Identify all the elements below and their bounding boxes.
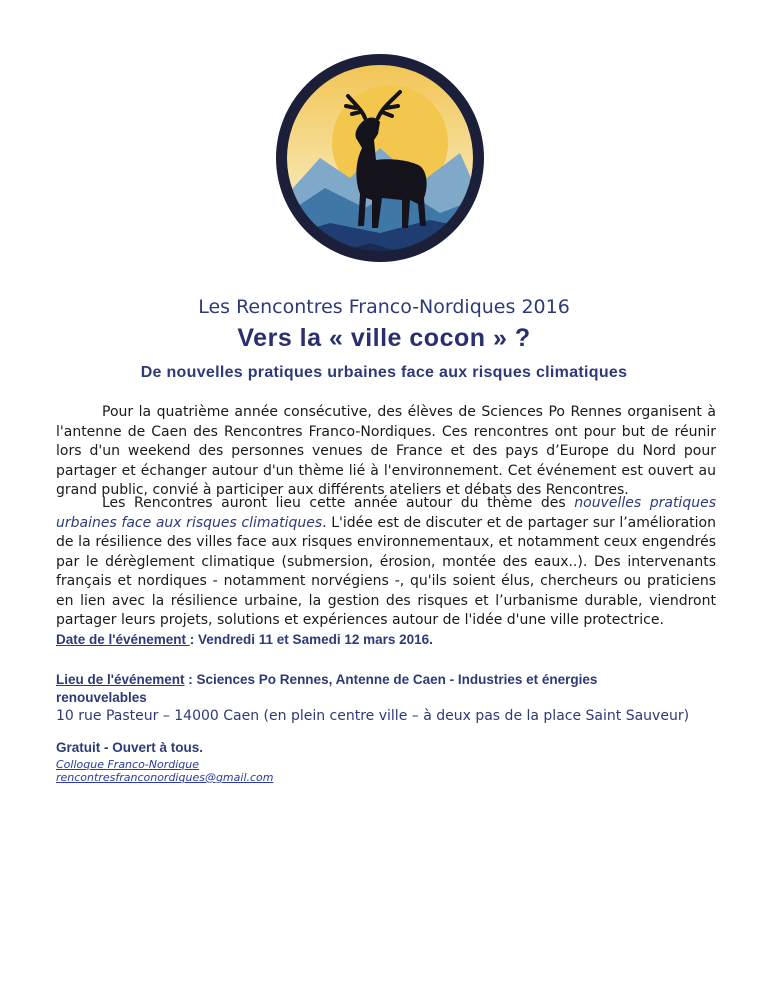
- location-value-2: renouvelables: [56, 690, 147, 705]
- location-label: Lieu de l'événement: [56, 672, 185, 687]
- page-subtitle: De nouvelles pratiques urbaines face aux risques climatiques: [140, 364, 628, 381]
- event-address: 10 rue Pasteur – 14000 Caen (en plein centre ville – à deux pas de la place Saint Sauveur): [56, 708, 690, 724]
- event-kicker: Les Rencontres Franco-Nordiques 2016: [198, 296, 570, 318]
- event-date: [56, 632, 736, 647]
- event-location: [56, 672, 736, 687]
- date-label: Date de l'événement: [56, 632, 190, 647]
- date-value: : Vendredi 11 et Samedi 12 mars 2016.: [189, 632, 433, 647]
- theme-paragraph-start: Les Rencontres auront lieu cette année autour du thème des: [102, 495, 575, 511]
- page-title: Vers la « ville cocon » ?: [237, 324, 531, 352]
- email-link[interactable]: rencontresfranconordiques@gmail.com: [56, 771, 274, 784]
- theme-paragraph: [56, 494, 716, 631]
- theme-highlight: nouvelles pratiques urbaines face aux risques climatiques: [56, 495, 716, 531]
- stag-emblem-icon: [270, 48, 490, 268]
- colloque-link[interactable]: Colloque Franco-Nordique: [56, 758, 200, 771]
- intro-paragraph: Pour la quatrième année consécutive, des élèves de Sciences Po Rennes organisent à l'antenne de Caen des Rencontres Franco-Nordiques. Ces rencontres ont pour but de réunir lors d'un weekend des personnes venues de France et des pays d’Europe du Nord pour partager et échanger autour d'un thème lié à l'environnement. Cet événement est ouvert au grand public, convié à participer aux différents ateliers et débats des Rencontres.: [56, 404, 716, 498]
- free-admission: Gratuit - Ouvert à tous.: [56, 740, 204, 755]
- event-location-cont: [56, 690, 736, 705]
- theme-paragraph-rest: . L'idée est de discuter et de partager sur l’amélioration de la résilience des villes face aux risques environnementaux, et notamment ceux engendrés par le dérèglement climatique (submersion, érosion, montée des eaux..). Des intervenants français et nordiques - notamment norvégiens -, qu'ils soient élus, chercheurs ou praticiens en lien avec la résilience urbaine, la gestion des risques et l’urbanisme durable, viendront partager leurs projets, solutions et expériences autour de l'idée d'une ville protectrice.: [56, 514, 716, 628]
- location-value: : Sciences Po Rennes, Antenne de Caen - Industries et énergies: [184, 672, 598, 687]
